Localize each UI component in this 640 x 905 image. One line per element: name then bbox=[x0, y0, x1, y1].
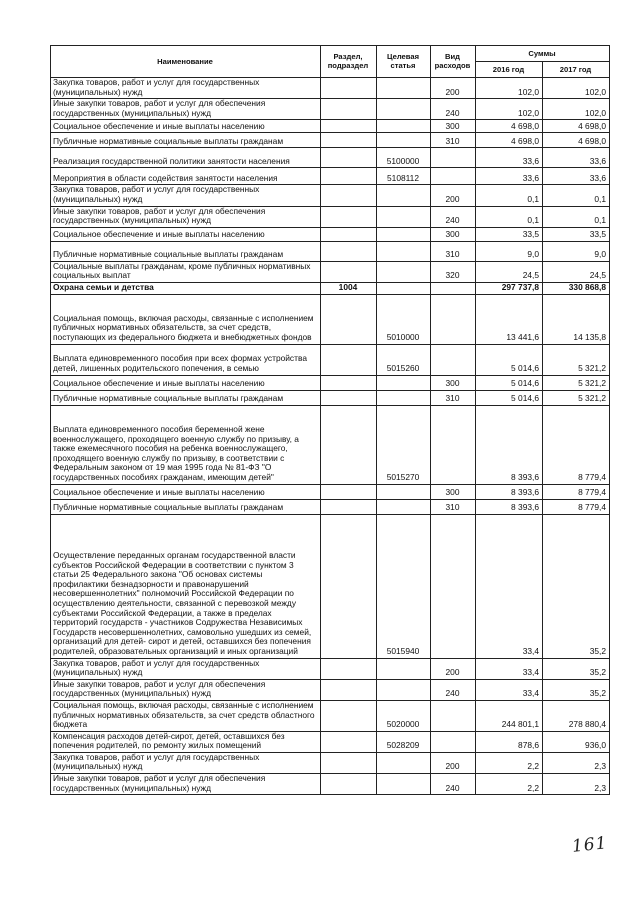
row-sum-2016: 297 737,8 bbox=[476, 282, 543, 294]
row-expense-type bbox=[431, 148, 476, 168]
row-sum-2017: 35,2 bbox=[543, 514, 610, 658]
row-expense-type: 200 bbox=[431, 752, 476, 773]
row-target bbox=[377, 679, 431, 700]
row-sum-2017: 33,6 bbox=[543, 148, 610, 168]
row-target bbox=[377, 133, 431, 148]
table-row bbox=[51, 133, 610, 148]
table-row bbox=[51, 774, 610, 795]
table-row bbox=[51, 120, 610, 133]
row-section bbox=[321, 390, 377, 405]
row-expense-type: 320 bbox=[431, 261, 476, 282]
row-section bbox=[321, 344, 377, 375]
row-name: Закупка товаров, работ и услуг для государственных (муниципальных) нужд bbox=[51, 78, 321, 99]
row-sum-2016: 33,4 bbox=[476, 679, 543, 700]
row-section bbox=[321, 120, 377, 133]
row-sum-2016: 13 441,6 bbox=[476, 294, 543, 344]
table-row bbox=[51, 227, 610, 241]
row-name: Мероприятия в области содействия занятости населения bbox=[51, 168, 321, 185]
row-section: 1004 bbox=[321, 282, 377, 294]
row-name: Социальная помощь, включая расходы, связанные с исполнением публичных нормативных обязательств, за счет средств, поступающих из федерального бюджета и внебюджетных фондов bbox=[51, 294, 321, 344]
header-expense-type: Вид расходов bbox=[431, 46, 476, 78]
row-target bbox=[377, 375, 431, 390]
header-year-2016: 2016 год bbox=[476, 62, 543, 78]
row-name: Закупка товаров, работ и услуг для государственных (муниципальных) нужд bbox=[51, 658, 321, 679]
row-sum-2017: 33,6 bbox=[543, 168, 610, 185]
row-sum-2016: 9,0 bbox=[476, 241, 543, 261]
row-expense-type bbox=[431, 282, 476, 294]
row-sum-2017: 4 698,0 bbox=[543, 120, 610, 133]
row-name: Иные закупки товаров, работ и услуг для обеспечения государственных (муниципальных) нужд bbox=[51, 206, 321, 227]
row-name: Публичные нормативные социальные выплаты гражданам bbox=[51, 241, 321, 261]
row-sum-2016: 0,1 bbox=[476, 206, 543, 227]
row-target bbox=[377, 499, 431, 514]
table-row bbox=[51, 206, 610, 227]
row-sum-2017: 24,5 bbox=[543, 261, 610, 282]
row-target bbox=[377, 261, 431, 282]
row-target: 5015260 bbox=[377, 344, 431, 375]
table-row bbox=[51, 185, 610, 206]
row-sum-2017: 8 779,4 bbox=[543, 499, 610, 514]
row-sum-2016: 8 393,6 bbox=[476, 405, 543, 484]
row-expense-type bbox=[431, 405, 476, 484]
row-target: 5010000 bbox=[377, 294, 431, 344]
row-expense-type: 240 bbox=[431, 206, 476, 227]
row-section bbox=[321, 405, 377, 484]
row-expense-type: 310 bbox=[431, 133, 476, 148]
row-target bbox=[377, 752, 431, 773]
row-sum-2016: 24,5 bbox=[476, 261, 543, 282]
row-sum-2017: 4 698,0 bbox=[543, 133, 610, 148]
row-sum-2017: 936,0 bbox=[543, 731, 610, 752]
table-row bbox=[51, 700, 610, 731]
header-year-2017: 2017 год bbox=[543, 62, 610, 78]
row-name: Социальная помощь, включая расходы, связанные с исполнением публичных нормативных обязательств, за счет средств областного бюджета bbox=[51, 700, 321, 731]
row-expense-type bbox=[431, 344, 476, 375]
row-target bbox=[377, 120, 431, 133]
table-row bbox=[51, 168, 610, 185]
row-section bbox=[321, 700, 377, 731]
row-sum-2016: 2,2 bbox=[476, 752, 543, 773]
table-row bbox=[51, 390, 610, 405]
table-row bbox=[51, 679, 610, 700]
row-sum-2016: 33,4 bbox=[476, 514, 543, 658]
row-target: 5015270 bbox=[377, 405, 431, 484]
row-sum-2017: 5 321,2 bbox=[543, 375, 610, 390]
row-name: Реализация государственной политики занятости населения bbox=[51, 148, 321, 168]
row-target bbox=[377, 227, 431, 241]
table-row bbox=[51, 148, 610, 168]
row-name: Иные закупки товаров, работ и услуг для обеспечения государственных (муниципальных) нужд bbox=[51, 99, 321, 120]
row-sum-2016: 878,6 bbox=[476, 731, 543, 752]
row-sum-2016: 8 393,6 bbox=[476, 484, 543, 499]
row-sum-2016: 102,0 bbox=[476, 99, 543, 120]
row-target bbox=[377, 390, 431, 405]
row-expense-type: 200 bbox=[431, 185, 476, 206]
header-section: Раздел, подраздел bbox=[321, 46, 377, 78]
row-target bbox=[377, 185, 431, 206]
row-section bbox=[321, 185, 377, 206]
table-row bbox=[51, 658, 610, 679]
row-sum-2017: 2,3 bbox=[543, 752, 610, 773]
row-name: Публичные нормативные социальные выплаты гражданам bbox=[51, 390, 321, 405]
row-sum-2016: 0,1 bbox=[476, 185, 543, 206]
row-sum-2017: 0,1 bbox=[543, 185, 610, 206]
row-name: Закупка товаров, работ и услуг для государственных (муниципальных) нужд bbox=[51, 752, 321, 773]
row-section bbox=[321, 206, 377, 227]
table-row bbox=[51, 241, 610, 261]
table-row bbox=[51, 261, 610, 282]
row-expense-type bbox=[431, 294, 476, 344]
row-sum-2016: 4 698,0 bbox=[476, 133, 543, 148]
table-row bbox=[51, 731, 610, 752]
row-name: Социальное обеспечение и иные выплаты населению bbox=[51, 375, 321, 390]
row-sum-2017: 14 135,8 bbox=[543, 294, 610, 344]
row-name: Иные закупки товаров, работ и услуг для обеспечения государственных (муниципальных) нужд bbox=[51, 679, 321, 700]
row-sum-2017: 330 868,8 bbox=[543, 282, 610, 294]
row-sum-2016: 5 014,6 bbox=[476, 344, 543, 375]
row-target: 5028209 bbox=[377, 731, 431, 752]
row-section bbox=[321, 499, 377, 514]
row-expense-type: 310 bbox=[431, 241, 476, 261]
row-section bbox=[321, 658, 377, 679]
table-body bbox=[51, 78, 610, 795]
row-sum-2017: 278 880,4 bbox=[543, 700, 610, 731]
row-section bbox=[321, 227, 377, 241]
row-name: Закупка товаров, работ и услуг для государственных (муниципальных) нужд bbox=[51, 185, 321, 206]
row-sum-2016: 244 801,1 bbox=[476, 700, 543, 731]
row-sum-2017: 102,0 bbox=[543, 78, 610, 99]
row-sum-2017: 102,0 bbox=[543, 99, 610, 120]
row-target bbox=[377, 774, 431, 795]
row-sum-2016: 33,5 bbox=[476, 227, 543, 241]
table-row bbox=[51, 344, 610, 375]
table-row bbox=[51, 294, 610, 344]
row-name: Выплата единовременного пособия беременной жене военнослужащего, проходящего военную службу по призыву, а также ежемесячного пособия на ребенка военнослужащего, проходящего военную службу по призыву, в соответствии с Федеральным законом от 19 мая 1995 года № 81-ФЗ "О государственных пособиях гражданам, имеющим детей" bbox=[51, 405, 321, 484]
row-expense-type: 240 bbox=[431, 99, 476, 120]
row-target: 5108112 bbox=[377, 168, 431, 185]
row-section bbox=[321, 731, 377, 752]
row-expense-type: 310 bbox=[431, 499, 476, 514]
table-row bbox=[51, 282, 610, 294]
row-section bbox=[321, 484, 377, 499]
row-expense-type bbox=[431, 514, 476, 658]
row-section bbox=[321, 261, 377, 282]
row-expense-type: 240 bbox=[431, 774, 476, 795]
row-name: Публичные нормативные социальные выплаты гражданам bbox=[51, 133, 321, 148]
row-name: Социальное обеспечение и иные выплаты населению bbox=[51, 227, 321, 241]
row-section bbox=[321, 294, 377, 344]
row-expense-type bbox=[431, 168, 476, 185]
row-sum-2017: 2,3 bbox=[543, 774, 610, 795]
header-target: Целевая статья bbox=[377, 46, 431, 78]
row-target bbox=[377, 484, 431, 499]
row-name: Осуществление переданных органам государственной власти субъектов Российской Федерации в соответствии с пунктом 3 статьи 25 Федерального закона "Об основах системы профилактики безнадзорности и правонарушений несовершеннолетних" полномочий Российской Федерации по осуществлению деятельности, связанной с перевозкой между субъектами Российской Федерации, а также в пределах территорий государств - участников Содружества Независимых Государств несовершеннолетних, самовольно ушедших из семей, организаций для детей- сирот и детей, оставшихся без попечения родителей, образовательных организаций и иных организаций bbox=[51, 514, 321, 658]
header-name: Наименование bbox=[51, 46, 321, 78]
row-name: Охрана семьи и детства bbox=[51, 282, 321, 294]
row-expense-type: 240 bbox=[431, 679, 476, 700]
row-expense-type: 300 bbox=[431, 120, 476, 133]
row-sum-2017: 5 321,2 bbox=[543, 344, 610, 375]
row-sum-2016: 2,2 bbox=[476, 774, 543, 795]
row-name: Социальное обеспечение и иные выплаты населению bbox=[51, 120, 321, 133]
table-row bbox=[51, 752, 610, 773]
row-section bbox=[321, 148, 377, 168]
row-section bbox=[321, 133, 377, 148]
row-sum-2016: 4 698,0 bbox=[476, 120, 543, 133]
table-row bbox=[51, 514, 610, 658]
row-target bbox=[377, 206, 431, 227]
row-expense-type: 300 bbox=[431, 375, 476, 390]
row-expense-type: 310 bbox=[431, 390, 476, 405]
row-name: Социальное обеспечение и иные выплаты населению bbox=[51, 484, 321, 499]
table-row bbox=[51, 499, 610, 514]
row-target bbox=[377, 241, 431, 261]
row-section bbox=[321, 99, 377, 120]
row-sum-2017: 35,2 bbox=[543, 679, 610, 700]
row-name: Иные закупки товаров, работ и услуг для обеспечения государственных (муниципальных) нужд bbox=[51, 774, 321, 795]
row-expense-type: 300 bbox=[431, 484, 476, 499]
row-name: Выплата единовременного пособия при всех формах устройства детей, лишенных родительского попечения, в семью bbox=[51, 344, 321, 375]
table-row bbox=[51, 99, 610, 120]
row-section bbox=[321, 514, 377, 658]
row-section bbox=[321, 752, 377, 773]
row-expense-type: 200 bbox=[431, 658, 476, 679]
row-sum-2017: 5 321,2 bbox=[543, 390, 610, 405]
row-sum-2016: 5 014,6 bbox=[476, 390, 543, 405]
row-sum-2017: 8 779,4 bbox=[543, 484, 610, 499]
table-row bbox=[51, 78, 610, 99]
row-target: 5100000 bbox=[377, 148, 431, 168]
row-target: 5015940 bbox=[377, 514, 431, 658]
page-number: 161 bbox=[571, 833, 609, 857]
row-section bbox=[321, 168, 377, 185]
row-target bbox=[377, 282, 431, 294]
row-target bbox=[377, 658, 431, 679]
header-sums: Суммы bbox=[476, 46, 610, 62]
row-section bbox=[321, 241, 377, 261]
row-sum-2016: 8 393,6 bbox=[476, 499, 543, 514]
row-sum-2016: 33,6 bbox=[476, 148, 543, 168]
row-sum-2017: 9,0 bbox=[543, 241, 610, 261]
row-expense-type bbox=[431, 731, 476, 752]
row-name: Компенсация расходов детей-сирот, детей, оставшихся без попечения родителей, по ремонту жилых помещений bbox=[51, 731, 321, 752]
row-expense-type: 300 bbox=[431, 227, 476, 241]
row-sum-2016: 33,6 bbox=[476, 168, 543, 185]
table-row bbox=[51, 405, 610, 484]
budget-table bbox=[50, 45, 610, 795]
row-name: Социальные выплаты гражданам, кроме публичных нормативных социальных выплат bbox=[51, 261, 321, 282]
row-expense-type bbox=[431, 700, 476, 731]
row-name: Публичные нормативные социальные выплаты гражданам bbox=[51, 499, 321, 514]
row-sum-2016: 102,0 bbox=[476, 78, 543, 99]
row-section bbox=[321, 375, 377, 390]
row-target bbox=[377, 99, 431, 120]
row-expense-type: 200 bbox=[431, 78, 476, 99]
row-sum-2016: 33,4 bbox=[476, 658, 543, 679]
table-row bbox=[51, 484, 610, 499]
row-section bbox=[321, 679, 377, 700]
row-sum-2016: 5 014,6 bbox=[476, 375, 543, 390]
table-row bbox=[51, 375, 610, 390]
row-sum-2017: 35,2 bbox=[543, 658, 610, 679]
row-target: 5020000 bbox=[377, 700, 431, 731]
row-sum-2017: 33,5 bbox=[543, 227, 610, 241]
row-target bbox=[377, 78, 431, 99]
row-section bbox=[321, 774, 377, 795]
row-sum-2017: 8 779,4 bbox=[543, 405, 610, 484]
row-sum-2017: 0,1 bbox=[543, 206, 610, 227]
row-section bbox=[321, 78, 377, 99]
